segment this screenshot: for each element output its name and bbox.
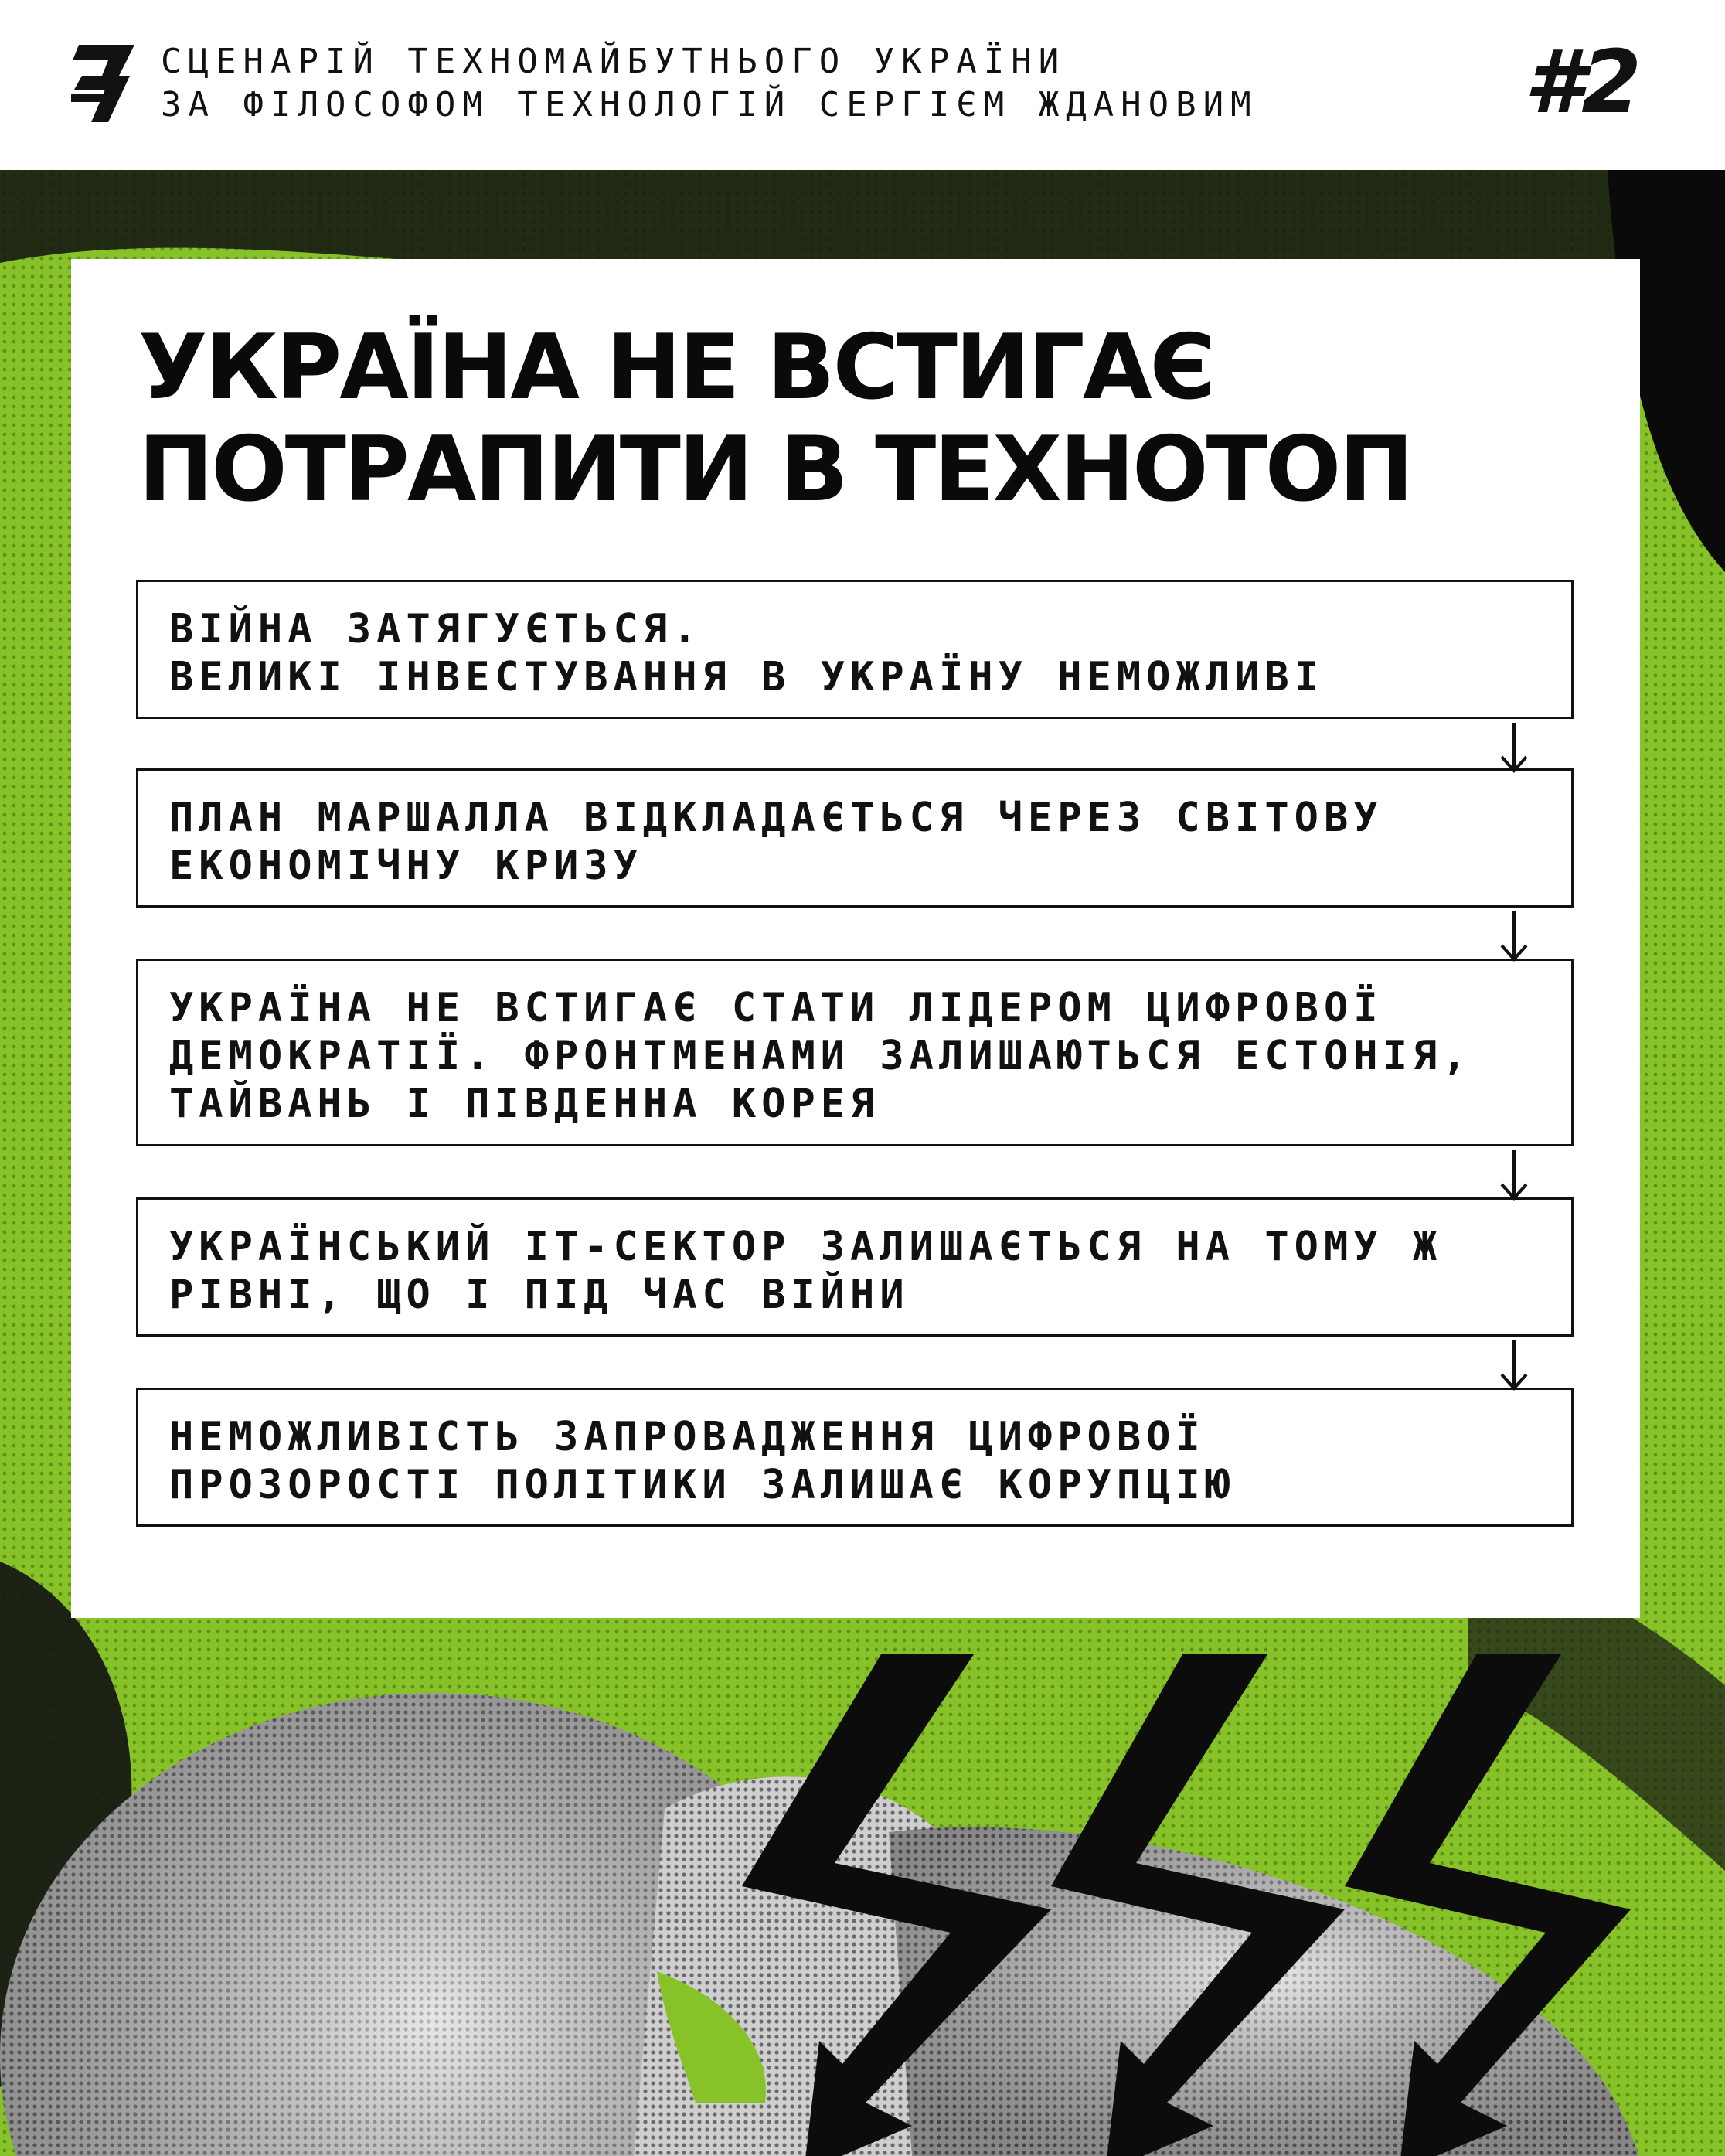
arrow-down-icon	[1499, 910, 1529, 964]
scenario-step: ПЛАН МАРШАЛЛА ВІДКЛАДАЄТЬСЯ ЧЕРЕЗ СВІТОВУ ЕКОНОМІЧНУ КРИЗУ	[136, 768, 1574, 908]
scenario-step: НЕМОЖЛИВІСТЬ ЗАПРОВАДЖЕННЯ ЦИФРОВОЇ ПРОЗОРОСТІ ПОЛІТИКИ ЗАЛИШАЄ КОРУПЦІЮ	[136, 1388, 1574, 1527]
page-title	[138, 317, 1607, 521]
arrow-down-icon	[1499, 1149, 1529, 1203]
arrow-down-icon	[1499, 721, 1529, 775]
header-subtitle	[161, 40, 1258, 127]
issue-number: #2	[1524, 32, 1638, 133]
scenario-card	[71, 259, 1640, 1618]
scenario-step: УКРАЇНСЬКИЙ IT-СЕКТОР ЗАЛИШАЄТЬСЯ НА ТОМУ Ж РІВНІ, ЩО І ПІД ЧАС ВІЙНИ	[136, 1197, 1574, 1337]
arrow-down-icon	[1499, 1339, 1529, 1393]
header-line-2: ЗА ФІЛОСОФОМ ТЕХНОЛОГІЙ СЕРГІЄМ ЖДАНОВИМ	[161, 85, 1258, 124]
header-bar	[0, 0, 1725, 170]
lightning-z-logo-icon	[68, 40, 138, 125]
scenario-step: УКРАЇНА НЕ ВСТИГАЄ СТАТИ ЛІДЕРОМ ЦИФРОВОЇ ДЕМОКРАТІЇ. ФРОНТМЕНАМИ ЗАЛИШАЮТЬСЯ ЕСТОНІЯ, ТАЙВАНЬ І ПІВДЕННА КОРЕЯ	[136, 959, 1574, 1146]
title-line-1: УКРАЇНА НЕ ВСТИГАЄ	[138, 315, 1213, 420]
scenario-step: ВІЙНА ЗАТЯГУЄТЬСЯ. ВЕЛИКІ ІНВЕСТУВАННЯ В УКРАЇНУ НЕМОЖЛИВІ	[136, 580, 1574, 719]
title-line-2: ПОТРАПИТИ В ТЕХНОТОП	[138, 417, 1412, 522]
header-line-1: СЦЕНАРІЙ ТЕХНОМАЙБУТНЬОГО УКРАЇНИ	[161, 42, 1067, 81]
